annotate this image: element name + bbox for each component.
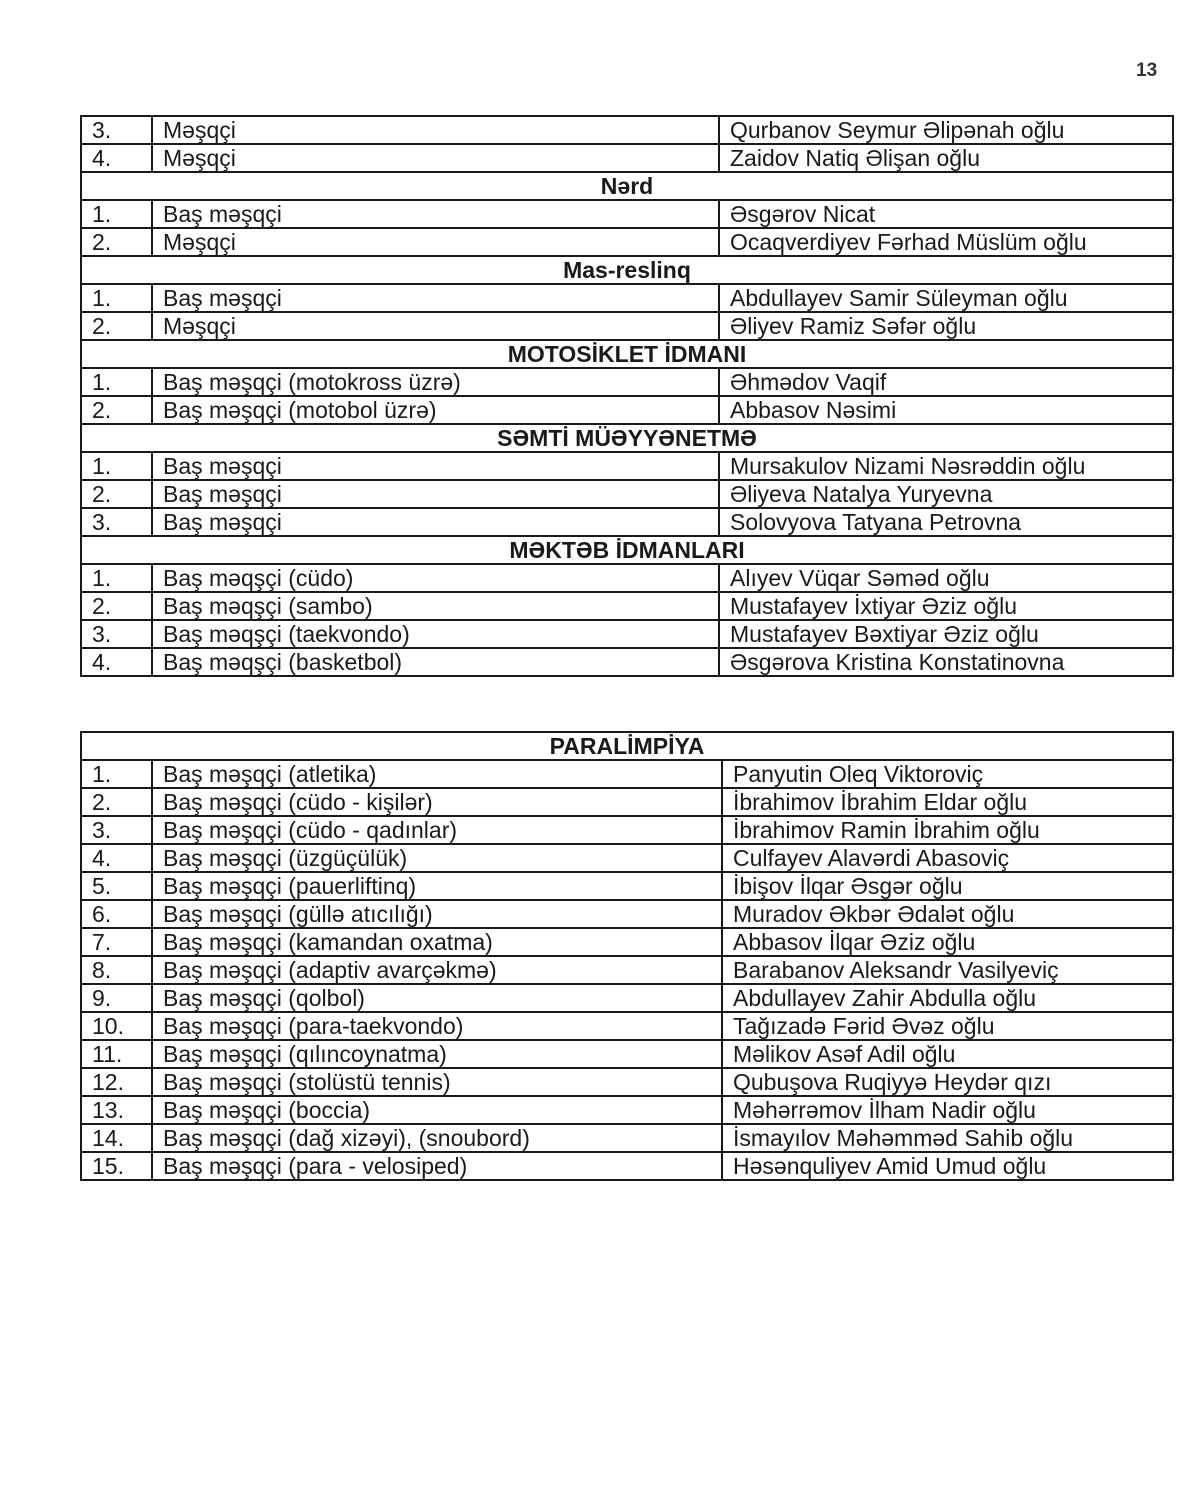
table-row bbox=[81, 984, 1173, 1012]
row-number: 4. bbox=[81, 648, 152, 676]
position-cell: Baş məqşçi (cüdo) bbox=[152, 564, 719, 592]
position-cell: Məşqçi bbox=[152, 116, 719, 144]
row-number: 2. bbox=[81, 312, 152, 340]
coach-name-cell: Həsənquliyev Amid Umud oğlu bbox=[722, 1152, 1173, 1180]
row-number: 2. bbox=[81, 228, 152, 256]
row-number: 7. bbox=[81, 928, 152, 956]
coach-name-cell: Abdullayev Zahir Abdulla oğlu bbox=[722, 984, 1173, 1012]
table-row bbox=[81, 144, 1173, 172]
row-number: 1. bbox=[81, 368, 152, 396]
coach-name-cell: İbrahimov Ramin İbrahim oğlu bbox=[722, 816, 1173, 844]
section-title: Mas-reslinq bbox=[81, 256, 1173, 284]
table-row bbox=[81, 200, 1173, 228]
row-number: 2. bbox=[81, 480, 152, 508]
table-row bbox=[81, 312, 1173, 340]
section-header-row bbox=[81, 732, 1173, 760]
position-cell: Baş məşqçi (kamandan oxatma) bbox=[152, 928, 722, 956]
position-cell: Baş məşqçi (stolüstü tennis) bbox=[152, 1068, 722, 1096]
position-cell: Baş məşqçi (atletika) bbox=[152, 760, 722, 788]
row-number: 3. bbox=[81, 620, 152, 648]
position-cell: Baş məşqçi (motokross üzrə) bbox=[152, 368, 719, 396]
row-number: 1. bbox=[81, 452, 152, 480]
position-cell: Baş məqşçi (basketbol) bbox=[152, 648, 719, 676]
position-cell: Baş məşqçi (boccia) bbox=[152, 1096, 722, 1124]
row-number: 3. bbox=[81, 508, 152, 536]
row-number: 5. bbox=[81, 872, 152, 900]
coach-name-cell: Məlikov Asəf Adil oğlu bbox=[722, 1040, 1173, 1068]
table-row bbox=[81, 1152, 1173, 1180]
table-row bbox=[81, 956, 1173, 984]
table-row bbox=[81, 228, 1173, 256]
row-number: 11. bbox=[81, 1040, 152, 1068]
row-number: 2. bbox=[81, 396, 152, 424]
section-title: PARALİMPİYA bbox=[81, 732, 1173, 760]
coach-name-cell: Əliyeva Natalya Yuryevna bbox=[719, 480, 1173, 508]
row-number: 1. bbox=[81, 564, 152, 592]
paralympic-coaches-table bbox=[80, 731, 1174, 1181]
position-cell: Baş məşqçi (motobol üzrə) bbox=[152, 396, 719, 424]
table-row bbox=[81, 452, 1173, 480]
coach-name-cell: Mustafayev İxtiyar Əziz oğlu bbox=[719, 592, 1173, 620]
section-title: MOTOSİKLET İDMANI bbox=[81, 340, 1173, 368]
position-cell: Məşqçi bbox=[152, 228, 719, 256]
section-header-row bbox=[81, 340, 1173, 368]
table-row bbox=[81, 508, 1173, 536]
position-cell: Baş məşqçi (pauerliftinq) bbox=[152, 872, 722, 900]
coach-name-cell: Alıyev Vüqar Səməd oğlu bbox=[719, 564, 1173, 592]
table-row bbox=[81, 480, 1173, 508]
table-row bbox=[81, 760, 1173, 788]
coach-name-cell: Qurbanov Seymur Əlipənah oğlu bbox=[719, 116, 1173, 144]
coach-name-cell: Mursakulov Nizami Nəsrəddin oğlu bbox=[719, 452, 1173, 480]
section-header-row bbox=[81, 256, 1173, 284]
position-cell: Baş məşqçi (qılıncoynatma) bbox=[152, 1040, 722, 1068]
row-number: 14. bbox=[81, 1124, 152, 1152]
coach-name-cell: Panyutin Oleq Viktoroviç bbox=[722, 760, 1173, 788]
row-number: 10. bbox=[81, 1012, 152, 1040]
position-cell: Baş məşqçi (dağ xizəyi), (snoubord) bbox=[152, 1124, 722, 1152]
page-number: 13 bbox=[1136, 60, 1158, 81]
coach-name-cell: Ocaqverdiyev Fərhad Müslüm oğlu bbox=[719, 228, 1173, 256]
table-row bbox=[81, 1124, 1173, 1152]
table-row bbox=[81, 564, 1173, 592]
coach-name-cell: Abbasov Nəsimi bbox=[719, 396, 1173, 424]
table-row bbox=[81, 592, 1173, 620]
section-header-row bbox=[81, 424, 1173, 452]
position-cell: Baş məşqçi (güllə atıcılığı) bbox=[152, 900, 722, 928]
position-cell: Baş məşqçi (adaptiv avarçəkmə) bbox=[152, 956, 722, 984]
row-number: 4. bbox=[81, 144, 152, 172]
position-cell: Baş məşqçi (cüdo - kişilər) bbox=[152, 788, 722, 816]
coaches-table bbox=[80, 115, 1174, 677]
position-cell: Baş məşqçi bbox=[152, 508, 719, 536]
section-title: SƏMTİ MÜƏYYƏNETMƏ bbox=[81, 424, 1173, 452]
position-cell: Məşqçi bbox=[152, 144, 719, 172]
table-row bbox=[81, 900, 1173, 928]
table-row bbox=[81, 1012, 1173, 1040]
coach-name-cell: Culfayev Alavərdi Abasoviç bbox=[722, 844, 1173, 872]
coach-name-cell: Zaidov Natiq Əlişan oğlu bbox=[719, 144, 1173, 172]
section-title: Nərd bbox=[81, 172, 1173, 200]
position-cell: Baş məşqçi (cüdo - qadınlar) bbox=[152, 816, 722, 844]
table-row bbox=[81, 872, 1173, 900]
row-number: 6. bbox=[81, 900, 152, 928]
position-cell: Baş məqşçi (taekvondo) bbox=[152, 620, 719, 648]
table-row bbox=[81, 928, 1173, 956]
position-cell: Baş məqşçi (sambo) bbox=[152, 592, 719, 620]
coach-name-cell: Məhərrəmov İlham Nadir oğlu bbox=[722, 1096, 1173, 1124]
coach-name-cell: Mustafayev Bəxtiyar Əziz oğlu bbox=[719, 620, 1173, 648]
section-header-row bbox=[81, 536, 1173, 564]
position-cell: Baş məşqçi (para-taekvondo) bbox=[152, 1012, 722, 1040]
coach-name-cell: Əsgərova Kristina Konstatinovna bbox=[719, 648, 1173, 676]
table-row bbox=[81, 116, 1173, 144]
position-cell: Məşqçi bbox=[152, 312, 719, 340]
position-cell: Baş məşqçi (üzgüçülük) bbox=[152, 844, 722, 872]
row-number: 3. bbox=[81, 116, 152, 144]
table-row bbox=[81, 816, 1173, 844]
row-number: 1. bbox=[81, 760, 152, 788]
row-number: 13. bbox=[81, 1096, 152, 1124]
coach-name-cell: Solovyova Tatyana Petrovna bbox=[719, 508, 1173, 536]
row-number: 2. bbox=[81, 592, 152, 620]
row-number: 8. bbox=[81, 956, 152, 984]
row-number: 9. bbox=[81, 984, 152, 1012]
position-cell: Baş məşqçi (para - velosiped) bbox=[152, 1152, 722, 1180]
table-row bbox=[81, 284, 1173, 312]
coach-name-cell: İsmayılov Məhəmməd Sahib oğlu bbox=[722, 1124, 1173, 1152]
table-row bbox=[81, 788, 1173, 816]
coach-name-cell: Tağızadə Fərid Əvəz oğlu bbox=[722, 1012, 1173, 1040]
position-cell: Baş məşqçi bbox=[152, 200, 719, 228]
position-cell: Baş məşqçi bbox=[152, 284, 719, 312]
coach-name-cell: Barabanov Aleksandr Vasilyeviç bbox=[722, 956, 1173, 984]
coach-name-cell: Əhmədov Vaqif bbox=[719, 368, 1173, 396]
section-title: MƏKTƏB İDMANLARI bbox=[81, 536, 1173, 564]
table-row bbox=[81, 844, 1173, 872]
coach-name-cell: Əliyev Ramiz Səfər oğlu bbox=[719, 312, 1173, 340]
table-row bbox=[81, 396, 1173, 424]
table-row bbox=[81, 1068, 1173, 1096]
row-number: 3. bbox=[81, 816, 152, 844]
row-number: 12. bbox=[81, 1068, 152, 1096]
coach-name-cell: Abdullayev Samir Süleyman oğlu bbox=[719, 284, 1173, 312]
coach-name-cell: Muradov Əkbər Ədalət oğlu bbox=[722, 900, 1173, 928]
row-number: 15. bbox=[81, 1152, 152, 1180]
table-row bbox=[81, 620, 1173, 648]
coach-name-cell: İbişov İlqar Əsgər oğlu bbox=[722, 872, 1173, 900]
coach-name-cell: Abbasov İlqar Əziz oğlu bbox=[722, 928, 1173, 956]
position-cell: Baş məşqçi (qolbol) bbox=[152, 984, 722, 1012]
table-row bbox=[81, 648, 1173, 676]
section-header-row bbox=[81, 172, 1173, 200]
table-row bbox=[81, 368, 1173, 396]
row-number: 1. bbox=[81, 284, 152, 312]
row-number: 1. bbox=[81, 200, 152, 228]
coach-name-cell: Qubuşova Ruqiyyə Heydər qızı bbox=[722, 1068, 1173, 1096]
row-number: 4. bbox=[81, 844, 152, 872]
table-row bbox=[81, 1040, 1173, 1068]
position-cell: Baş məşqçi bbox=[152, 452, 719, 480]
coach-name-cell: İbrahimov İbrahim Eldar oğlu bbox=[722, 788, 1173, 816]
position-cell: Baş məşqçi bbox=[152, 480, 719, 508]
table-row bbox=[81, 1096, 1173, 1124]
row-number: 2. bbox=[81, 788, 152, 816]
coach-name-cell: Əsgərov Nicat bbox=[719, 200, 1173, 228]
